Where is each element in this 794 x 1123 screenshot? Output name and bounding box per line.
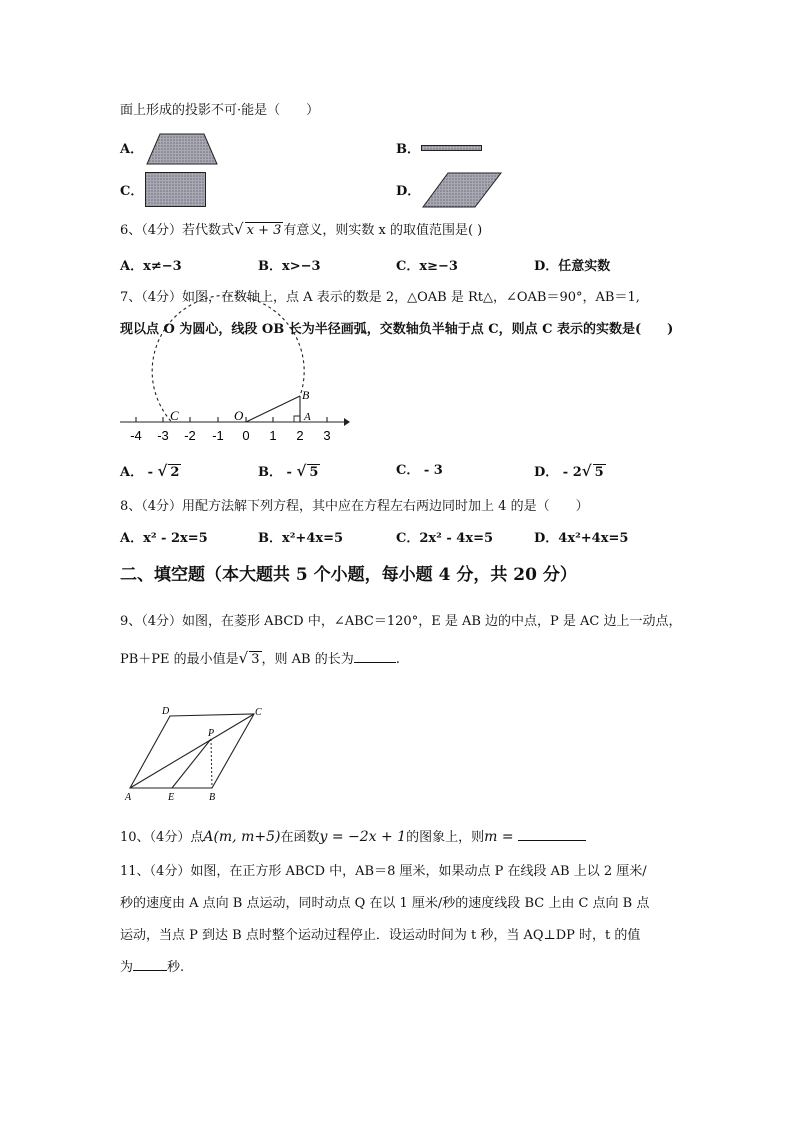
- q8-option-d: D．4x²+4x=5: [534, 531, 629, 546]
- q7-option-b-radicand: 5: [309, 465, 319, 480]
- q9-line2-end: .: [395, 652, 400, 667]
- q6-option-d: D．任意实数: [534, 259, 611, 274]
- q9-answer-blank[interactable]: [354, 662, 396, 663]
- q7-tick-label: 2: [296, 428, 304, 443]
- q6-option-a: A．x≠−3: [120, 259, 182, 274]
- q7-option-b-pre: -: [282, 465, 297, 480]
- q10-mid: 在函数: [280, 830, 320, 845]
- q9-label-d: D: [162, 706, 170, 717]
- q6-stem: [120, 221, 482, 239]
- q10-point: A(m, m+5): [203, 829, 281, 845]
- sqrt-sign: √: [157, 462, 168, 480]
- q7-tick-label: -4: [130, 428, 142, 443]
- q9-label-b: B: [209, 792, 216, 803]
- q7-number-line-figure: [118, 356, 353, 448]
- q8-stem: 8、（4分）用配方法解下列方程，其中应在方程左右两边同时加上 4 的是（ ）: [120, 499, 589, 514]
- q11-stem-line4: [120, 960, 184, 976]
- q7-label-c: C: [170, 408, 179, 423]
- q6-stem-prefix: 6、（4分）若代数式: [120, 223, 235, 238]
- q9-diagonal-ac: [130, 714, 254, 788]
- q10-post: 的图象上，则: [406, 830, 485, 845]
- q7-label-b: B: [302, 388, 310, 402]
- q7-option-b: [258, 463, 320, 481]
- q8-option-b: B．x²+4x=5: [258, 531, 344, 546]
- q10-answer-blank[interactable]: [518, 840, 586, 841]
- q7-option-c-letter: C．: [396, 463, 420, 478]
- q7-tick-label: -1: [212, 428, 224, 443]
- q9-label-e: E: [168, 792, 175, 803]
- sqrt-sign: √: [581, 462, 592, 480]
- q7-stem-line2: 现以点 O 为圆心，线段 OB 长为半径画弧，交数轴负半轴于点 C，则点 C 表示的实数是( ): [120, 322, 674, 337]
- q9-segment-pe: [172, 739, 211, 788]
- q7-option-a-radicand: 2: [170, 465, 180, 480]
- q5-stem-tail: 面上形成的投影不可·能是（ ）: [120, 103, 320, 118]
- q7-right-angle-mark: [294, 416, 300, 422]
- q11-stem-line2: 秒的速度由 A 点向 B 点运动，同时动点 Q 在以 1 厘米/秒的速度线段 BC 上由 C 点向 B 点: [120, 896, 650, 911]
- q7-option-c: [396, 463, 443, 479]
- q6-stem-suffix: 有意义，则实数 x 的取值范围是( ): [283, 223, 483, 238]
- q11-line4-pre: 为: [120, 960, 134, 975]
- q5-option-b-segment: [421, 145, 483, 152]
- sqrt-sign: √: [238, 649, 249, 667]
- q7-option-c-pre: - 3: [419, 463, 443, 478]
- q9-label-c: C: [255, 707, 262, 718]
- q5-option-c-label: C．: [120, 184, 144, 199]
- q7-tick-label: 0: [242, 428, 250, 443]
- q6-radicand: x + 3: [246, 223, 282, 238]
- q7-option-a-pre: -: [143, 465, 158, 480]
- q10-stem: [120, 829, 586, 846]
- q7-axis-arrow: [344, 418, 350, 426]
- q9-stem-line1: 9、（4分）如图，在菱形 ABCD 中，∠ABC＝120°，E 是 AB 边的中点，P 是 AC 边上一动点，: [120, 614, 682, 629]
- q7-label-a: A: [304, 411, 311, 423]
- q8-option-a: A．x² - 2x=5: [120, 531, 208, 546]
- q7-tick-label: 3: [323, 428, 331, 443]
- q5-option-b-label: B．: [396, 142, 420, 157]
- q10-pre: 10、（4分）点: [120, 830, 204, 845]
- q9-radicand: 3: [251, 652, 260, 667]
- q9-segment-pb: [211, 739, 212, 788]
- q7-option-a-letter: A．: [120, 465, 144, 480]
- q10-function: y = −2x + 1: [319, 829, 407, 845]
- q7-tick-label: 1: [269, 428, 277, 443]
- q7-tick-label: -2: [184, 428, 196, 443]
- section-heading-fill-in: 二、填空题（本大题共 5 个小题，每小题 4 分，共 20 分）: [120, 565, 577, 585]
- q9-label-a: A: [125, 792, 132, 803]
- q5-option-a-trapezoid: [146, 133, 218, 165]
- q7-option-d-letter: D．: [534, 465, 559, 480]
- q6-option-b: B．x>−3: [258, 259, 321, 274]
- q6-option-c: C．x≥−3: [396, 259, 458, 274]
- q7-option-b-letter: B．: [258, 465, 282, 480]
- q11-answer-blank[interactable]: [133, 970, 167, 971]
- q7-tick-label: -3: [157, 428, 169, 443]
- q7-dashed-arc: [152, 295, 304, 421]
- q9-line2-pre: PB＋PE 的最小值是: [120, 652, 239, 667]
- sqrt-sign: √: [296, 462, 307, 480]
- q5-option-c-rectangle: [145, 172, 207, 208]
- q9-stem-line2: [120, 650, 400, 668]
- q5-option-a-label: A．: [120, 142, 144, 157]
- q7-option-a: [120, 463, 181, 481]
- q7-label-o: O: [234, 408, 244, 423]
- q9-rhombus-figure: [120, 704, 270, 802]
- q5-option-d-label: D．: [396, 184, 421, 199]
- q11-line4-post: 秒.: [167, 960, 185, 975]
- q8-option-c: C．2x² - 4x=5: [396, 531, 494, 546]
- q11-stem-line1: 11、（4分）如图，在正方形 ABCD 中，AB＝8 厘米，如果动点 P 在线段 AB 上以 2 厘米/: [120, 864, 647, 879]
- q7-option-d-pre: - 2: [558, 465, 582, 480]
- q9-label-p: P: [208, 728, 215, 739]
- q5-option-d-parallelogram: [422, 172, 502, 208]
- q7-stem-line1: 7、（4分）如图，在数轴上，点 A 表示的数是 2，△OAB 是 Rt△，∠OAB＝90°，AB＝1,: [120, 290, 640, 305]
- q11-stem-line3: 运动，当点 P 到达 B 点时整个运动过程停止．设运动时间为 t 秒，当 AQ⊥DP 时，t 的值: [120, 928, 641, 943]
- q7-option-d: [534, 463, 606, 481]
- sqrt-sign: √: [234, 220, 244, 238]
- q9-line2-post: ，则 AB 的长为: [261, 652, 354, 667]
- q10-variable: m =: [484, 829, 514, 845]
- q7-option-d-radicand: 5: [594, 465, 604, 480]
